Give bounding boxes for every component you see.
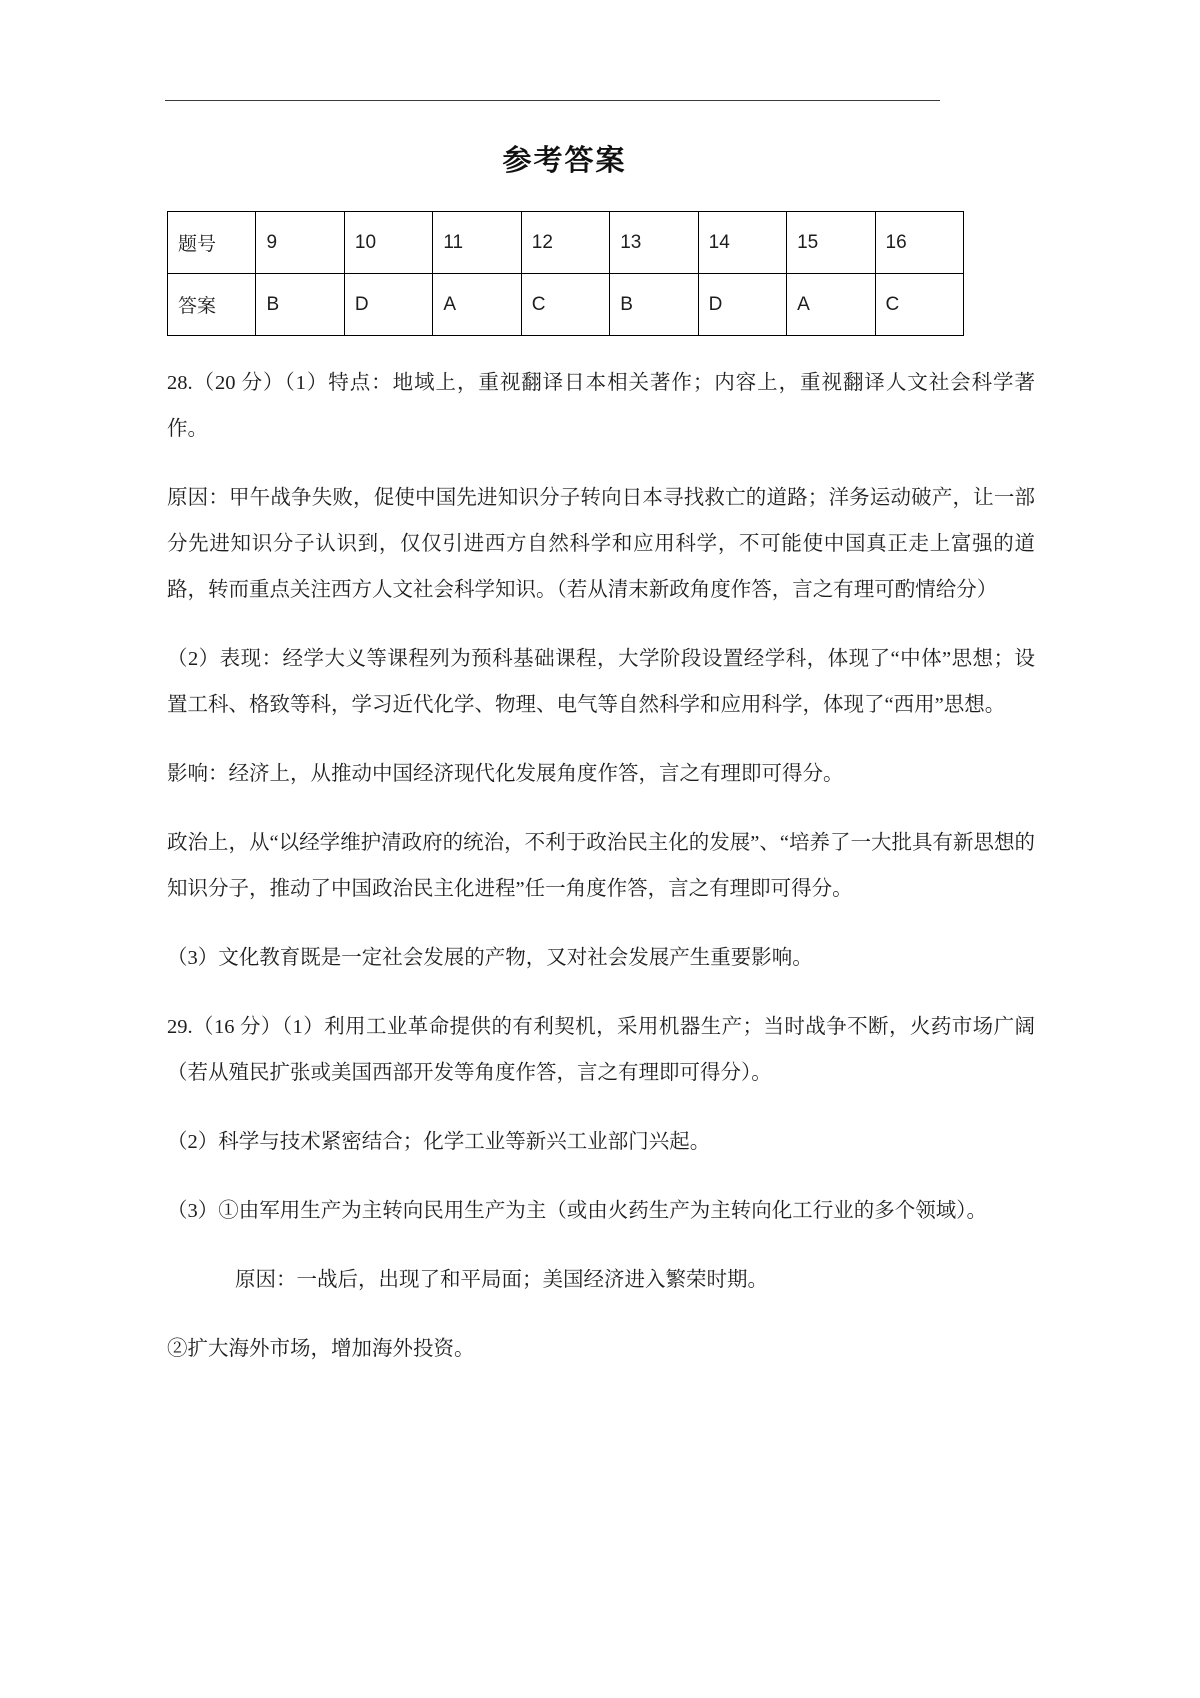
answer-paragraph-28-3: （3）文化教育既是一定社会发展的产物，又对社会发展产生重要影响。 [167, 947, 813, 969]
answer-row-label: 答案 [168, 274, 256, 336]
question-number-cell: 9 [256, 212, 344, 274]
question-number-cell: 11 [433, 212, 521, 274]
header-divider [165, 100, 940, 101]
answer-table [167, 211, 964, 336]
answer-paragraph-29-3-part2: ②扩大海外市场，增加海外投资。 [167, 1338, 475, 1360]
question-number-cell: 14 [698, 212, 786, 274]
answer-paragraph-29-3-reason: 原因：一战后，出现了和平局面；美国经济进入繁荣时期。 [235, 1269, 768, 1291]
answer-cell: D [344, 274, 432, 336]
question-number-cell: 10 [344, 212, 432, 274]
answer-paragraph-29-2: （2）科学与技术紧密结合；化学工业等新兴工业部门兴起。 [167, 1131, 711, 1153]
answer-paragraph-28-2-impact-economic: 影响：经济上，从推动中国经济现代化发展角度作答，言之有理即可得分。 [167, 763, 844, 785]
question-number-cell: 16 [875, 212, 964, 274]
answer-cell: D [698, 274, 786, 336]
answer-paragraph-29-3-part1: （3）①由军用生产为主转向民用生产为主（或由火药生产为主转向化工行业的多个领域）。 [167, 1200, 987, 1222]
answer-paragraph-28-1-features: 28.（20 分）（1）特点：地域上，重视翻译日本相关著作；内容上，重视翻译人文社会科学著作。 [167, 372, 1035, 440]
answer-cell: C [875, 274, 964, 336]
question-row-label: 题号 [168, 212, 256, 274]
answer-cell: A [433, 274, 521, 336]
answer-paragraph-29-1: 29.（16 分）（1）利用工业革命提供的有利契机，采用机器生产；当时战争不断，火药市场广阔（若从殖民扩张或美国西部开发等角度作答，言之有理即可得分）。 [167, 1016, 1035, 1084]
question-number-row [168, 212, 964, 274]
answer-row [168, 274, 964, 336]
page-title: 参考答案 [502, 145, 627, 177]
question-number-cell: 15 [787, 212, 875, 274]
answer-cell: B [256, 274, 344, 336]
question-number-cell: 12 [521, 212, 609, 274]
answer-cell: B [610, 274, 698, 336]
answer-cell: C [521, 274, 609, 336]
answer-paragraph-28-2-impact-political: 政治上，从“以经学维护清政府的统治，不利于政治民主化的发展”、“培养了一大批具有新思想的知识分子，推动了中国政治民主化进程”任一角度作答，言之有理即可得分。 [167, 832, 1035, 900]
answer-text-block [167, 360, 1035, 1372]
answer-paragraph-28-1-reasons: 原因：甲午战争失败，促使中国先进知识分子转向日本寻找救亡的道路；洋务运动破产，让一部分先进知识分子认识到，仅仅引进西方自然科学和应用科学，不可能使中国真正走上富强的道路，转而重点关注西方人文社会科学知识。（若从清末新政角度作答，言之有理可酌情给分） [167, 487, 1035, 601]
question-number-cell: 13 [610, 212, 698, 274]
answer-paragraph-28-2-manifestation: （2）表现：经学大义等课程列为预科基础课程，大学阶段设置经学科，体现了“中体”思想；设置工科、格致等科，学习近代化学、物理、电气等自然科学和应用科学，体现了“西用”思想。 [167, 648, 1035, 716]
answer-cell: A [787, 274, 875, 336]
